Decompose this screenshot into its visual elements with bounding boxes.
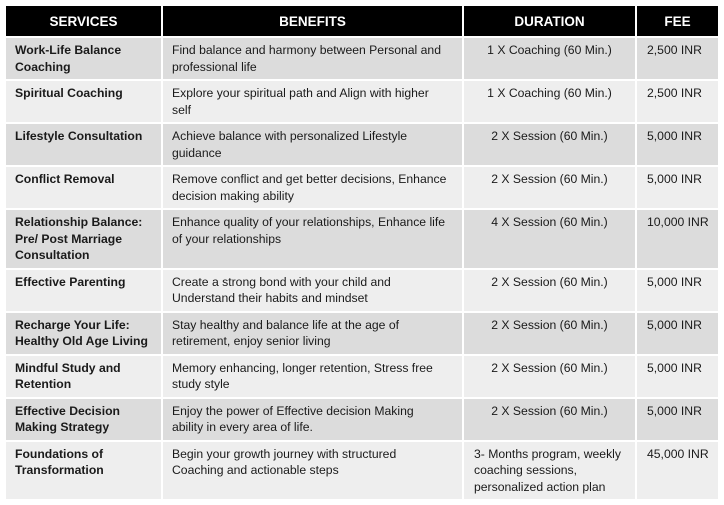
service-name-cell [6, 355, 162, 398]
cell-line: Effective Decision [15, 403, 120, 418]
cell-line: Effective Parenting [15, 274, 126, 289]
cell-line: Enhance quality of your relationships, Enhance life [172, 215, 446, 229]
cell-line: Transformation [15, 463, 104, 477]
table-row [6, 441, 718, 500]
duration-header: DURATION [463, 6, 636, 37]
cell-line: Conflict Removal [15, 172, 115, 186]
cell-line: Consultation [15, 248, 90, 262]
cell-line: guidance [172, 145, 222, 160]
cell-line: Remove conflict and get better decisions, Enhance [172, 172, 447, 186]
benefits-cell [162, 269, 463, 312]
cell-line: of your relationships [172, 231, 282, 246]
cell-line: Coaching and actionable steps [172, 463, 339, 477]
cell-line: 1 X Coaching (60 Min.) [487, 43, 612, 57]
cell-line: self [172, 102, 191, 117]
cell-line: 1 X Coaching (60 Min.) [487, 86, 612, 100]
cell-line: Find balance and harmony between Personal and [172, 43, 441, 57]
cell-line: 3- Months program, weekly [474, 446, 621, 461]
service-name-cell [6, 441, 162, 500]
benefits-cell [162, 123, 463, 166]
cell-line: Mindful Study and [15, 360, 121, 375]
duration-cell [463, 312, 636, 355]
fee-header: FEE [636, 6, 718, 37]
cell-line: Work-Life Balance [15, 43, 122, 57]
benefits-cell [162, 312, 463, 355]
service-name-cell [6, 80, 162, 123]
cell-line: Stay healthy and balance life at the age of [172, 317, 399, 332]
cell-line: Memory enhancing, longer retention, Stress free [172, 360, 433, 375]
cell-line: 2 X Session (60 Min.) [491, 172, 608, 186]
cell-line: Spiritual Coaching [15, 86, 123, 100]
benefits-cell [162, 166, 463, 209]
benefits-header: BENEFITS [162, 6, 463, 37]
table-row [6, 209, 718, 269]
fee-cell: 5,000 INR [636, 269, 718, 312]
table-row [6, 312, 718, 355]
cell-line: personalized action plan [474, 479, 606, 494]
benefits-cell [162, 37, 463, 80]
table-body [6, 37, 718, 499]
cell-line: professional life [172, 59, 257, 74]
fee-cell: 10,000 INR [636, 209, 718, 269]
duration-cell [463, 398, 636, 441]
header-row [6, 6, 718, 37]
benefits-cell [162, 398, 463, 441]
cell-line: 2 X Session (60 Min.) [491, 129, 608, 143]
cell-line: Begin your growth journey with structured [172, 446, 397, 461]
table-row [6, 80, 718, 123]
fee-cell: 5,000 INR [636, 123, 718, 166]
cell-line: Relationship Balance: [15, 215, 143, 229]
duration-cell [463, 209, 636, 269]
cell-line: ability in every area of life. [172, 420, 313, 434]
benefits-cell [162, 209, 463, 269]
fee-cell: 5,000 INR [636, 355, 718, 398]
service-name-cell [6, 269, 162, 312]
cell-line: Enjoy the power of Effective decision Making [172, 403, 414, 418]
cell-line: Create a strong bond with your child and [172, 274, 391, 289]
fee-cell: 45,000 INR [636, 441, 718, 500]
cell-line: Recharge Your Life: [15, 317, 130, 332]
fee-cell: 2,500 INR [636, 80, 718, 123]
fee-cell: 5,000 INR [636, 398, 718, 441]
cell-line: Healthy Old Age Living [15, 334, 148, 348]
service-name-cell [6, 312, 162, 355]
benefits-cell [162, 441, 463, 500]
cell-line: Explore your spiritual path and Align with higher [172, 86, 429, 100]
fee-cell: 5,000 INR [636, 166, 718, 209]
duration-cell [463, 80, 636, 123]
cell-line: Making Strategy [15, 420, 110, 434]
duration-cell [463, 441, 636, 500]
service-name-cell [6, 209, 162, 269]
duration-cell [463, 269, 636, 312]
duration-cell [463, 37, 636, 80]
cell-line: Pre/ Post Marriage [15, 231, 123, 246]
cell-line: retirement, enjoy senior living [172, 334, 331, 348]
cell-line: 2 X Session (60 Min.) [491, 360, 608, 375]
cell-line: decision making ability [172, 188, 294, 203]
cell-line: study style [172, 377, 230, 391]
cell-line: 2 X Session (60 Min.) [491, 403, 608, 418]
cell-line: coaching sessions, [474, 463, 577, 477]
cell-line: Lifestyle Consultation [15, 129, 143, 143]
service-name-cell [6, 398, 162, 441]
cell-line: 2 X Session (60 Min.) [491, 317, 608, 332]
service-name-cell [6, 166, 162, 209]
cell-line: 4 X Session (60 Min.) [491, 215, 608, 229]
services-table [6, 6, 718, 499]
cell-line: Understand their habits and mindset [172, 291, 368, 305]
fee-cell: 5,000 INR [636, 312, 718, 355]
table-row [6, 398, 718, 441]
benefits-cell [162, 80, 463, 123]
cell-line: Foundations of [15, 446, 104, 461]
service-name-cell [6, 37, 162, 80]
duration-cell [463, 166, 636, 209]
table-row [6, 123, 718, 166]
table-row [6, 355, 718, 398]
services-header: SERVICES [6, 6, 162, 37]
service-name-cell [6, 123, 162, 166]
cell-line: Achieve balance with personalized Lifestyle [172, 129, 408, 143]
fee-cell: 2,500 INR [636, 37, 718, 80]
cell-line: Retention [15, 377, 72, 391]
cell-line: 2 X Session (60 Min.) [491, 274, 608, 289]
table-row [6, 166, 718, 209]
cell-line: Coaching [15, 59, 71, 74]
table-row [6, 269, 718, 312]
duration-cell [463, 355, 636, 398]
benefits-cell [162, 355, 463, 398]
table-row [6, 37, 718, 80]
duration-cell [463, 123, 636, 166]
